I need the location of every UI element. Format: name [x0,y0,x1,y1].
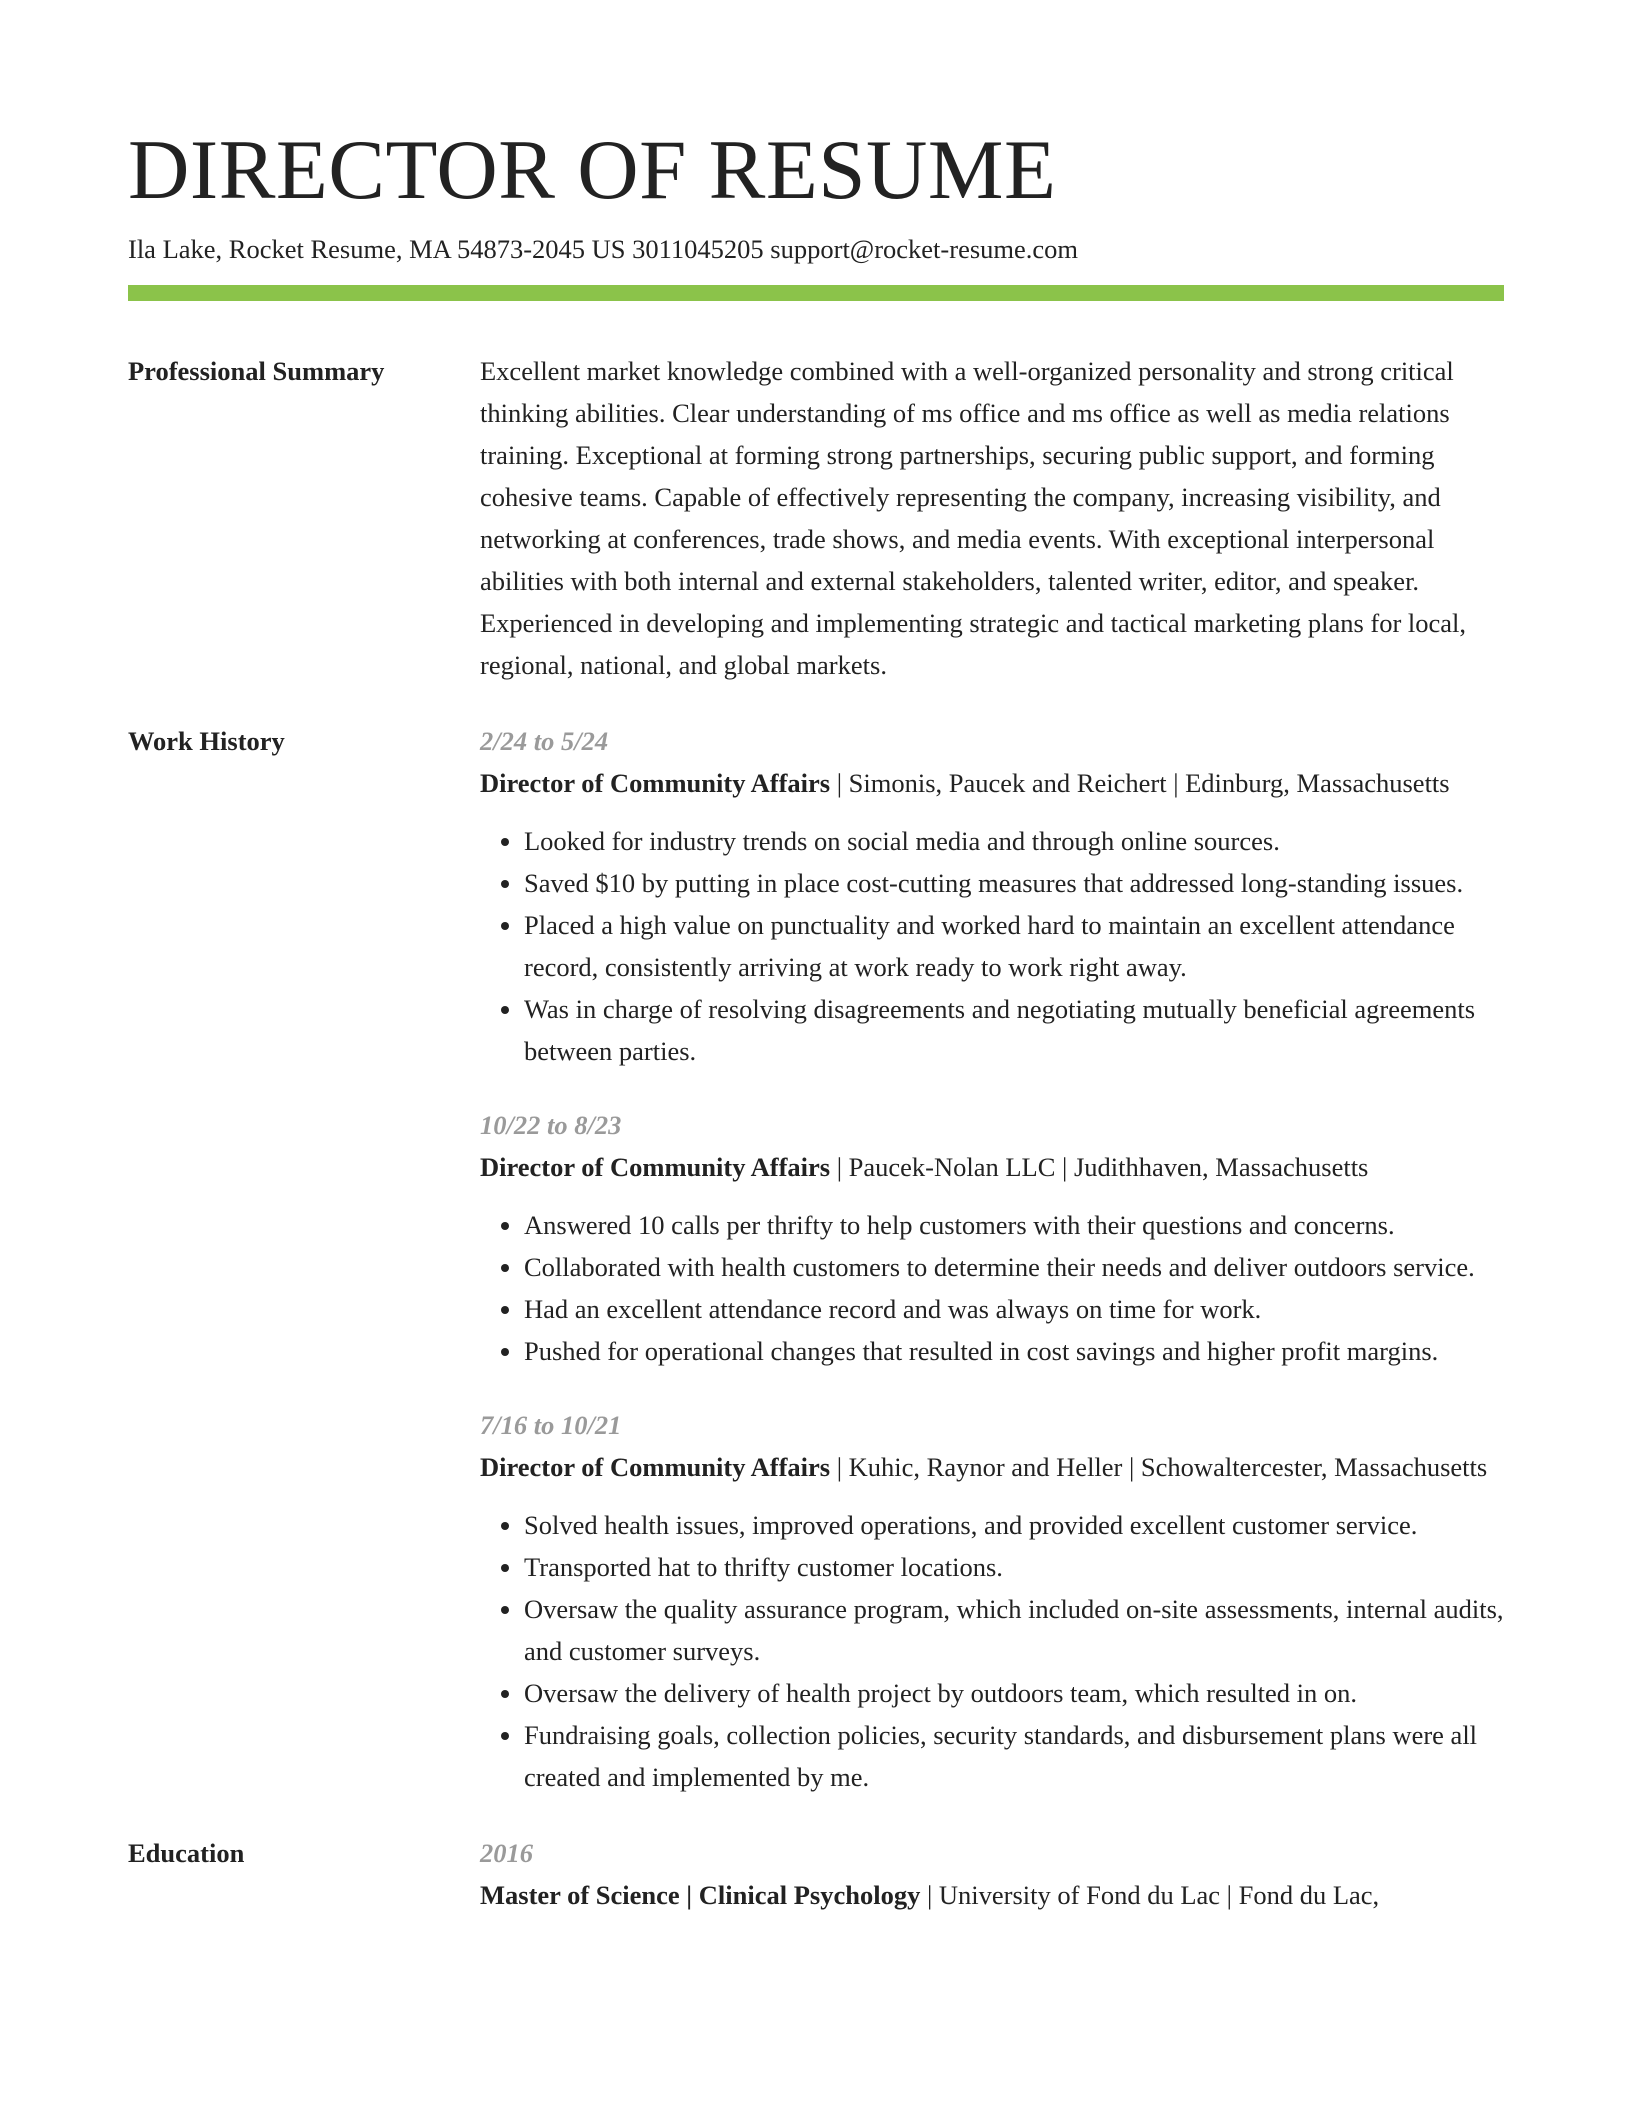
education-heading [480,1874,1504,1916]
job-details: | Kuhic, Raynor and Heller | Schowaltercester, Massachusetts [830,1452,1488,1482]
job-title: Director of Community Affairs [480,1452,831,1482]
job-bullet: • Placed a high value on punctuality and worked hard to maintain an excellent attendance record, consistently arriving at work ready to work right away. [524,904,1504,988]
section-label: Work History [128,726,285,756]
job-heading [480,1146,1504,1188]
job-bullet: • Had an excellent attendance record and was always on time for work. [524,1288,1504,1330]
header-divider [128,285,1504,301]
contact-line: Ila Lake, Rocket Resume, MA 54873-2045 US 3011045205 support@rocket-resume.com [128,234,1079,264]
job-dates: 10/22 to 8/23 [480,1110,622,1140]
education-dates: 2016 [480,1838,533,1868]
resume-sections [128,350,1504,1950]
job-bullet: • Looked for industry trends on social media and through online sources. [524,820,1504,862]
job-dates: 7/16 to 10/21 [480,1410,622,1440]
section-body [480,350,1504,686]
resume-name: DIRECTOR OF RESUME [128,123,1057,217]
job-bullet: • Transported hat to thrifty customer locations. [524,1546,1504,1588]
job-bullet: • Answered 10 calls per thrifty to help customers with their questions and concerns. [524,1204,1504,1246]
job-bullet: • Saved $10 by putting in place cost-cutting measures that addressed long-standing issues. [524,862,1504,904]
section-work-history [128,720,1504,1798]
job-bullets [480,1204,1504,1372]
job-bullets [480,820,1504,1072]
degree-title: Master of Science | Clinical Psychology [480,1880,921,1910]
job-details: | Simonis, Paucek and Reichert | Edinburg, Massachusetts [830,768,1450,798]
job-entry [480,1404,1504,1798]
job-dates: 2/24 to 5/24 [480,726,609,756]
section-label: Professional Summary [128,356,385,386]
job-title: Director of Community Affairs [480,768,831,798]
education-entry [480,1832,1504,1916]
job-bullets [480,1504,1504,1798]
job-bullet: • Solved health issues, improved operations, and provided excellent customer service. [524,1504,1504,1546]
section-education [128,1832,1504,1916]
section-body [480,720,1504,1798]
job-heading [480,762,1504,804]
job-heading [480,1446,1504,1488]
summary-text: Excellent market knowledge combined with a well-organized personality and strong critical thinking abilities. Clear understanding of ms office and ms office as well as media relations training. Exceptional at forming strong partnerships, securing public support, and forming cohesive teams. Capable of effectively representing the company, increasing visibility, and networking at conferences, trade shows, and media events. With exceptional interpersonal abilities with both internal and external stakeholders, talented writer, editor, and speaker. Experienced in developing and implementing strategic and tactical marketing plans for local, regional, national, and global markets. [480,356,1467,680]
section-body [480,1832,1504,1916]
job-entry [480,720,1504,1072]
section-label: Education [128,1838,245,1868]
job-title: Director of Community Affairs [480,1152,831,1182]
section-professional-summary [128,350,1504,686]
job-bullet: • Oversaw the delivery of health project by outdoors team, which resulted in on. [524,1672,1504,1714]
job-bullet: • Oversaw the quality assurance program, which included on-site assessments, internal audits, and customer surveys. [524,1588,1504,1672]
job-entry [480,1104,1504,1372]
education-details: | University of Fond du Lac | Fond du Lac, [920,1880,1380,1910]
job-bullet: • Fundraising goals, collection policies, security standards, and disbursement plans were all created and implemented by me. [524,1714,1504,1798]
job-details: | Paucek-Nolan LLC | Judithhaven, Massachusetts [830,1152,1369,1182]
job-bullet: • Collaborated with health customers to determine their needs and deliver outdoors service. [524,1246,1504,1288]
job-bullet: • Pushed for operational changes that resulted in cost savings and higher profit margins. [524,1330,1504,1372]
job-bullet: • Was in charge of resolving disagreements and negotiating mutually beneficial agreements between parties. [524,988,1504,1072]
